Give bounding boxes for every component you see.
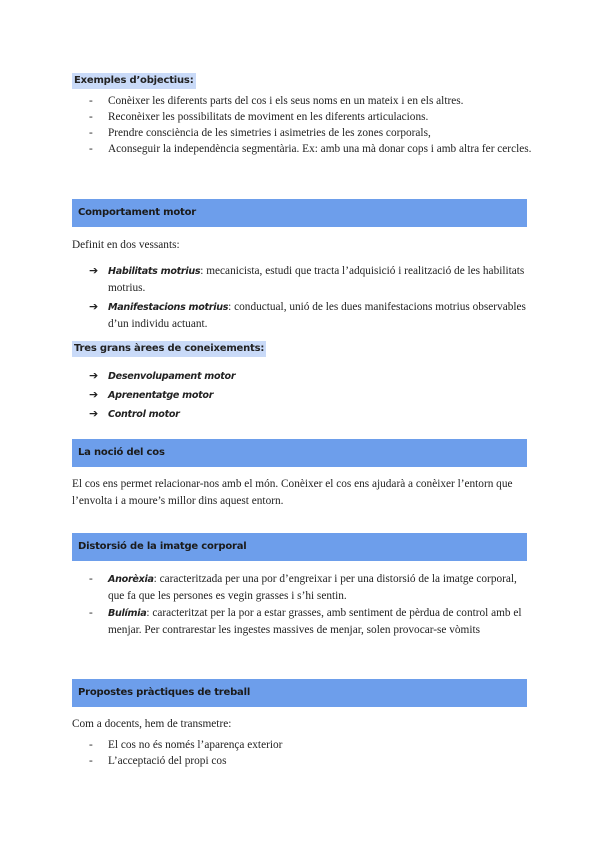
arrow-marker: ➔: [89, 300, 99, 313]
section-bar-body-image: [72, 533, 527, 561]
knowledge-areas-heading-text: Tres grans àrees de coneixements:: [74, 343, 265, 354]
dash-marker: -: [89, 143, 93, 155]
dash-marker: -: [89, 739, 93, 751]
dash-marker: -: [89, 755, 93, 767]
arrow-marker: ➔: [89, 388, 99, 401]
section-title: Distorsió de la imatge corporal: [78, 541, 247, 552]
list-item: [72, 141, 532, 157]
list-item-text: Desenvolupament motor: [108, 371, 236, 382]
list-item-text: Conèixer les diferents parts del cos i els seus noms en un mateix i en els altres.: [108, 95, 464, 107]
dash-marker: -: [89, 111, 93, 123]
proposals-intro: Com a docents, hem de transmetre:: [72, 718, 232, 730]
definition: : mecanicista, estudi que tracta l’adquisició i realització de les habilitats motrius.: [108, 265, 525, 294]
knowledge-areas-list: [72, 367, 532, 424]
definition: : caracteritzada per una por d’engreixar i per una distorsió de la imatge corporal, que fa que les persones es vegin grasses i s’hi sentin.: [108, 573, 517, 602]
list-item: [72, 386, 532, 405]
arrow-marker: ➔: [89, 369, 99, 382]
knowledge-areas-heading: [72, 341, 266, 357]
section-title: Comportament motor: [78, 207, 196, 218]
objectives-heading: [72, 73, 196, 89]
section-bar-motor-behaviour: [72, 199, 527, 227]
list-item-text: El cos no és només l’aparença exterior: [108, 739, 283, 751]
definition: : conductual, unió de les dues manifestacions motrius observables d’un individu actuant.: [108, 301, 526, 330]
objectives-list: [72, 93, 532, 157]
list-item-text: Aprenentatge motor: [108, 390, 214, 401]
dash-marker: -: [89, 607, 93, 619]
term: Anorèxia: [108, 574, 154, 585]
proposals-list: [72, 737, 532, 769]
arrow-marker: ➔: [89, 264, 99, 277]
section-bar-body-notion: [72, 439, 527, 467]
list-item: [72, 109, 532, 125]
term: Habilitats motrius: [108, 266, 201, 277]
list-item: [72, 263, 532, 296]
list-item-text: L’acceptació del propi cos: [108, 755, 227, 767]
list-item: [72, 93, 532, 109]
section-bar-proposals: [72, 679, 527, 707]
list-item: [72, 367, 532, 386]
list-item: [72, 571, 532, 605]
dash-marker: -: [89, 95, 93, 107]
definition: : caracteritzat per la por a estar grasses, amb sentiment de pèrdua de control amb el menjar. Per contrarestar les ingestes massives de menjar, solen provocar-se vòmits: [108, 607, 522, 636]
body-notion-text: El cos ens permet relacionar-nos amb el món. Conèixer el cos ens ajudarà a conèixer l’entorn que l’envolta i a moure’s millor dins aquest entorn.: [72, 478, 513, 507]
dash-marker: -: [89, 127, 93, 139]
list-item: [72, 753, 532, 769]
list-item: [72, 605, 532, 639]
motor-behaviour-intro: Definit en dos vessants:: [72, 239, 180, 251]
list-item-text: Reconèixer les possibilitats de moviment en les diferents articulacions.: [108, 111, 429, 123]
section-title: Propostes pràctiques de treball: [78, 687, 251, 698]
arrow-marker: ➔: [89, 407, 99, 420]
list-item: [72, 125, 532, 141]
list-item: [72, 737, 532, 753]
objectives-heading-text: Exemples d’objectius:: [74, 75, 194, 86]
list-item: [72, 299, 532, 332]
section-title: La noció del cos: [78, 447, 165, 458]
body-image-list: [72, 571, 532, 639]
dash-marker: -: [89, 573, 93, 585]
list-item-text: Control motor: [108, 409, 180, 420]
list-item-text: Aconseguir la independència segmentària. Ex: amb una mà donar cops i amb altra fer cercles.: [108, 143, 532, 155]
term: Manifestacions motrius: [108, 302, 229, 313]
motor-behaviour-list: [72, 263, 532, 332]
list-item-text: Prendre consciència de les simetries i asimetries de les zones corporals,: [108, 127, 431, 139]
list-item: [72, 405, 532, 424]
term: Bulímia: [108, 608, 147, 619]
